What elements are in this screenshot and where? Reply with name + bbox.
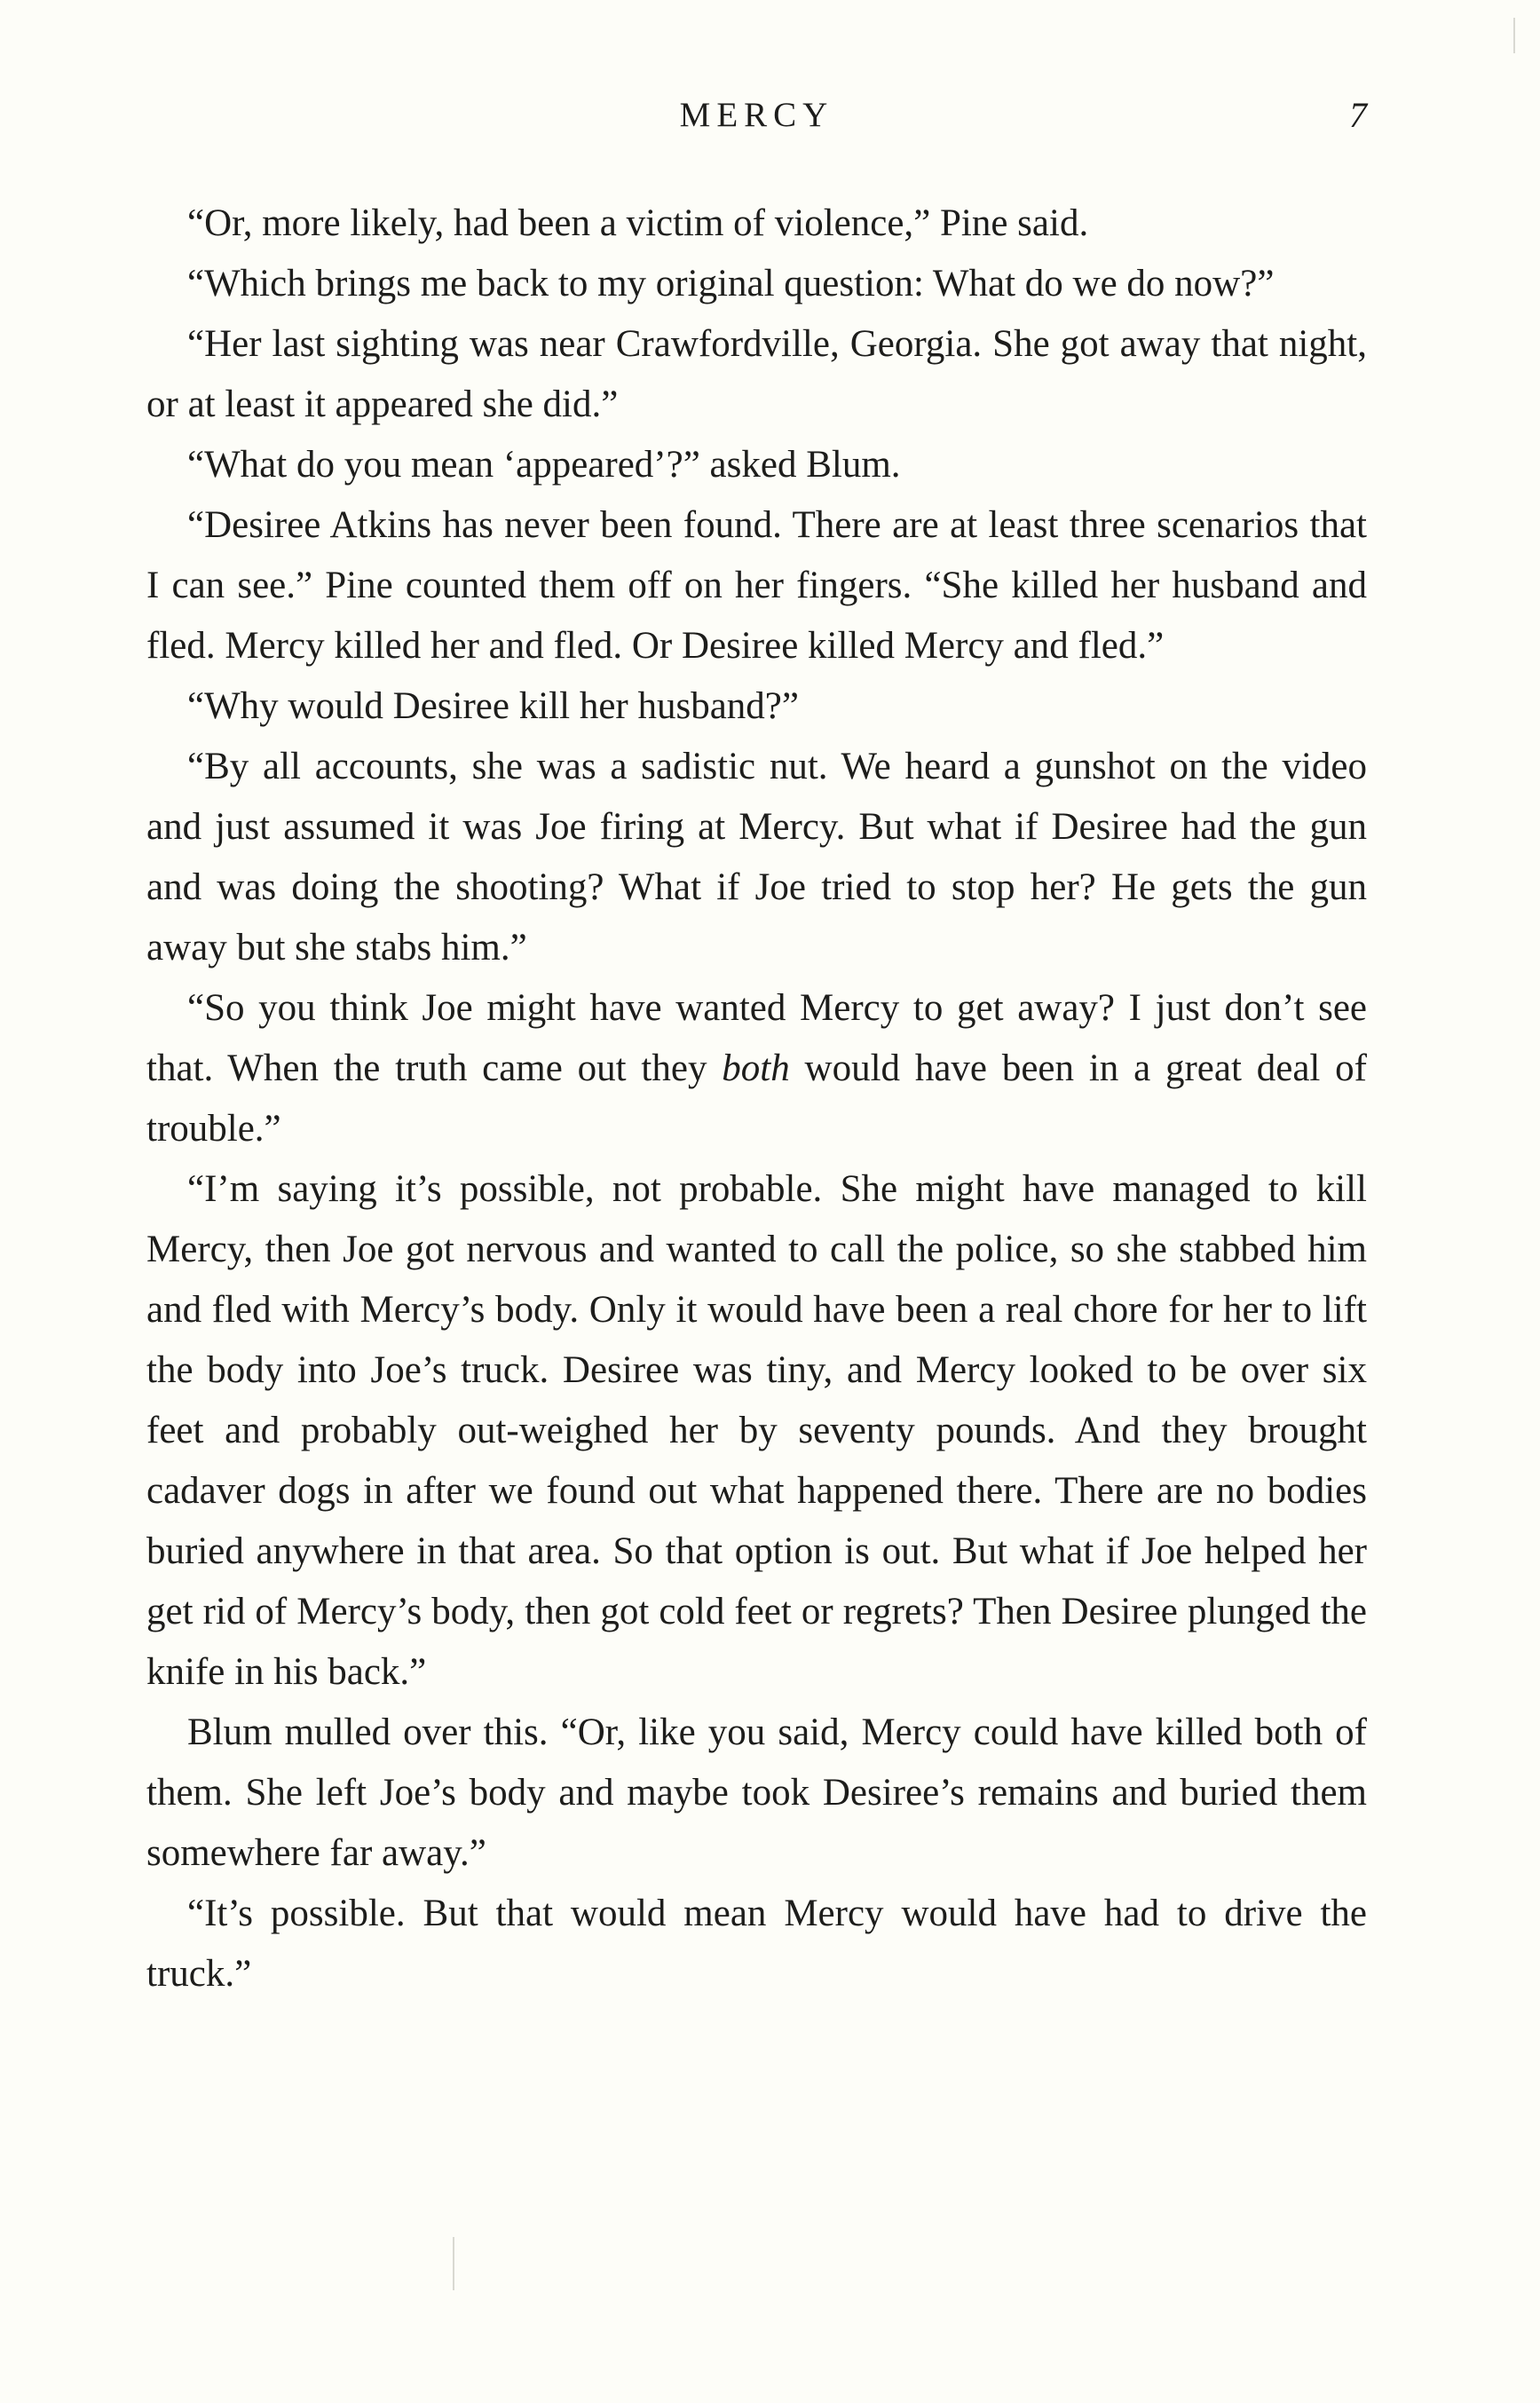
paragraph-2 [146,254,1367,314]
running-title: MERCY [679,96,834,134]
paragraph-text: Blum mulled over this. “Or, like you said, Mercy could have killed both of them. She left Joe’s body and maybe took Desiree’s remains and buried them somewhere far away.” [146,1711,1367,1874]
paragraph-1 [146,194,1367,254]
paragraph-text: “I’m saying it’s possible, not probable. She might have managed to kill Mercy, then Joe got nervous and wanted to call the police, so she stabbed him and fled with Mercy’s body. Only it would have been a real chore for her to lift the body into Joe’s truck. Desiree was tiny, and Mercy looked to be over six feet and probably out‑weighed her by seventy pounds. And they brought cadaver dogs in after we found out what happened there. There are no bodies buried anywhere in that area. So that option is out. But what if Joe helped her get rid of Mercy’s body, then got cold feet or regrets? Then Desiree plunged the knife in his back.” [146,1168,1367,1693]
paragraph-11 [146,1884,1367,2004]
paragraph-9 [146,1159,1367,1703]
running-head [146,89,1367,142]
paragraph-text: “It’s possible. But that would mean Mercy would have had to drive the truck.” [146,1893,1367,1995]
paragraph-text: “Or, more likely, had been a victim of violence,” Pine said. [187,202,1089,244]
paragraph-text: “Desiree Atkins has never been found. There are at least three scenarios that I can see.” Pine counted them off on her fingers. “She killed her husband and fled. Mercy killed her and fled. Or Desiree killed Mercy and fled.” [146,504,1367,667]
emphasis-text: both [722,1047,790,1089]
paragraph-3 [146,314,1367,435]
body-text [146,194,1367,2004]
paragraph-5 [146,495,1367,676]
paragraph-text: “What do you mean ‘appeared’?” asked Blum. [187,444,901,486]
paragraph-6 [146,676,1367,737]
page-number: 7 [1349,95,1367,135]
paragraph-8 [146,978,1367,1159]
paragraph-4 [146,435,1367,495]
paragraph-text: “By all accounts, she was a sadistic nut. We heard a gunshot on the video and just assumed it was Joe firing at Mercy. But what if Desiree had the gun and was doing the shooting? What if Joe tried to stop her? He gets the gun away but she stabs him.” [146,746,1367,968]
paragraph-7 [146,737,1367,978]
paragraph-text: “Why would Desiree kill her husband?” [187,685,799,727]
paragraph-text: “Her last sighting was near Crawfordville, Georgia. She got away that night, or at least it appeared she did.” [146,323,1367,425]
paragraph-text: “Which brings me back to my original question: What do we do now?” [187,263,1275,304]
scan-artifact-line [453,2237,454,2290]
paragraph-text: “So you think Joe might have wanted Mercy to get away? I just don’t see that. When the truth came out they [146,987,1367,1089]
paragraph-10 [146,1703,1367,1884]
scan-artifact-line [1513,18,1515,53]
paragraph-text: would have been in a great deal of trouble.” [146,1047,1367,1150]
